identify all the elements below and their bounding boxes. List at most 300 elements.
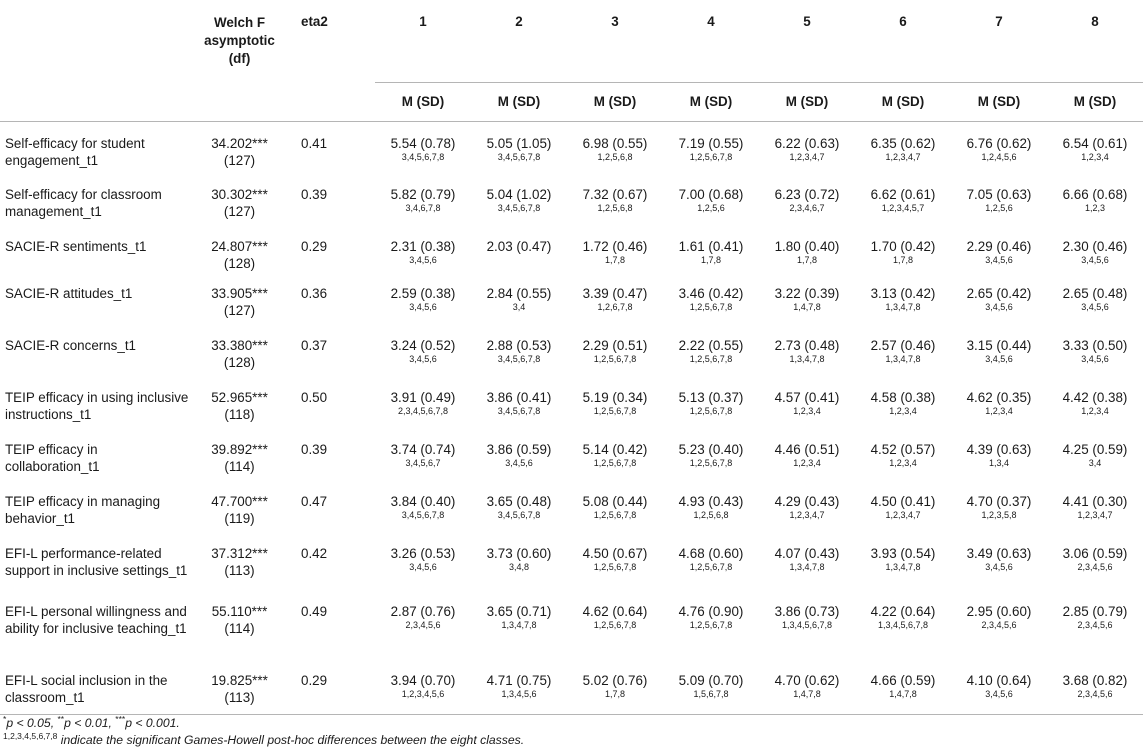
posthoc-superscript: 1,2,3,4,7	[789, 151, 825, 162]
subheader-blank	[0, 82, 196, 121]
mean-sd-value: 3.93 (0.54)	[870, 546, 936, 561]
class-cell	[375, 532, 471, 590]
class-cell	[759, 324, 855, 376]
class-cell	[567, 173, 663, 225]
mean-sd-value: 5.04 (1.02)	[486, 187, 552, 202]
posthoc-superscript: 1,3,4,7,8	[501, 620, 537, 630]
class-cell	[855, 121, 951, 173]
welch-f-value: 37.312***	[211, 546, 268, 561]
mean-sd-value: 7.00 (0.68)	[678, 187, 744, 202]
subheader-msd: M (SD)	[471, 82, 567, 121]
posthoc-superscript: 1,3,4,5,6,7,8	[877, 620, 929, 630]
mean-sd-value: 3.74 (0.74)	[390, 442, 456, 457]
class-cell	[759, 121, 855, 173]
table-row	[0, 173, 1143, 225]
class-cell	[855, 272, 951, 324]
subheader-msd: M (SD)	[951, 82, 1047, 121]
mean-sd-value: 3.68 (0.82)	[1062, 673, 1128, 688]
class-cell	[375, 225, 471, 272]
posthoc-superscript: 1,7,8	[604, 255, 626, 265]
note-p05: p < 0.05,	[6, 716, 55, 730]
eta2-value: 0.37	[301, 338, 328, 353]
posthoc-superscript: 1,5,6,7,8	[693, 689, 729, 699]
eta2-value: 0.29	[283, 659, 375, 714]
welch-f-value: 19.825***	[211, 673, 268, 688]
class-cell	[663, 376, 759, 428]
posthoc-superscript: 1,2,3,4	[889, 458, 917, 468]
class-cell	[375, 590, 471, 659]
df-value: (113)	[224, 690, 255, 705]
posthoc-superscript: 1,2,5,6,8	[693, 510, 729, 520]
class-cell	[471, 173, 567, 225]
class-cell	[471, 225, 567, 272]
posthoc-superscript: 1,2,5,6	[985, 203, 1013, 213]
class-cell	[663, 324, 759, 376]
posthoc-superscript: 1,2,5,6	[697, 203, 725, 213]
posthoc-superscript: 3,4,5,6,7,8	[497, 354, 541, 364]
posthoc-superscript: 1,2,3	[1084, 203, 1106, 213]
mean-sd-value: 5.02 (0.76)	[582, 673, 648, 688]
class-cell	[855, 324, 951, 376]
mean-sd-value: 4.52 (0.57)	[870, 442, 936, 457]
posthoc-superscript: 2,3,4,5,6	[1077, 562, 1113, 572]
posthoc-superscript: 1,2,5,6,7,8	[593, 562, 637, 572]
class-cell	[855, 376, 951, 428]
mean-sd-value: 3.24 (0.52)	[390, 338, 456, 353]
welch-f-cell	[196, 272, 283, 324]
class-cell	[951, 173, 1047, 225]
header-class: 3	[567, 0, 663, 82]
table-notes	[3, 715, 524, 749]
posthoc-superscript: 1,2,3,4	[985, 406, 1013, 416]
subheader-msd: M (SD)	[759, 82, 855, 121]
class-cell	[855, 173, 951, 225]
mean-sd-value: 6.23 (0.72)	[774, 187, 840, 202]
mean-sd-value: 1.70 (0.42)	[870, 239, 936, 254]
posthoc-superscript: 2,3,4,5,6	[981, 620, 1017, 630]
mean-sd-value: 4.71 (0.75)	[486, 673, 552, 688]
posthoc-superscript: 1,3,4,5,6	[501, 689, 537, 699]
header-class: 5	[759, 0, 855, 82]
df-value: (119)	[224, 511, 255, 526]
posthoc-superscript: 1,2,5,6,7,8	[689, 562, 733, 572]
header-welch-line: Welch F	[213, 15, 266, 30]
posthoc-superscript: 3,4,6,7,8	[405, 203, 441, 213]
class-cell	[759, 225, 855, 272]
class-cell	[1047, 324, 1143, 376]
posthoc-superscript: 3,4,5,6	[985, 302, 1013, 312]
posthoc-superscript: 3,4,5,6	[409, 562, 437, 572]
class-cell	[567, 376, 663, 428]
row-label: EFI-L personal willingness and ability for inclusive teaching_t1	[5, 604, 187, 636]
mean-sd-value: 1.72 (0.46)	[582, 239, 648, 254]
table-body	[0, 121, 1143, 714]
mean-sd-value: 3.26 (0.53)	[390, 546, 456, 561]
mean-sd-value: 5.08 (0.44)	[582, 494, 648, 509]
posthoc-superscript: 1,3,4,7,8	[789, 354, 825, 364]
eta2-value: 0.29	[301, 239, 328, 254]
mean-sd-value: 2.22 (0.55)	[678, 338, 744, 353]
posthoc-superscript: 2,3,4,5,6	[1077, 689, 1113, 699]
posthoc-superscript: 1,3,4	[988, 458, 1010, 468]
welch-f-cell	[196, 532, 283, 590]
mean-sd-value: 4.39 (0.63)	[966, 442, 1032, 457]
table-row	[0, 428, 1143, 480]
posthoc-superscript: 1,7,8	[796, 255, 818, 265]
class-cell	[375, 324, 471, 376]
class-cell	[951, 428, 1047, 480]
df-value: (114)	[224, 621, 255, 636]
welch-f-value: 30.302***	[211, 187, 268, 202]
df-value: (114)	[224, 459, 255, 474]
subheader-msd: M (SD)	[1047, 82, 1143, 121]
class-cell	[663, 173, 759, 225]
class-cell	[1047, 659, 1143, 714]
df-value: (113)	[224, 563, 255, 578]
class-cell	[567, 590, 663, 659]
posthoc-superscript: 1,2,5,6,7,8	[593, 354, 637, 364]
mean-sd-value: 5.09 (0.70)	[678, 673, 744, 688]
header-welch-line: (df)	[228, 51, 251, 66]
mean-sd-value: 2.73 (0.48)	[774, 338, 840, 353]
welch-f-value: 55.110***	[211, 604, 268, 619]
class-cell	[375, 428, 471, 480]
mean-sd-value: 6.62 (0.61)	[870, 187, 936, 202]
welch-f-cell	[196, 480, 283, 532]
class-cell	[951, 121, 1047, 173]
mean-sd-value: 4.25 (0.59)	[1062, 442, 1128, 457]
posthoc-superscript: 1,3,4,7,8	[885, 302, 921, 312]
eta2-value: 0.39	[301, 187, 328, 202]
mean-sd-value: 7.19 (0.55)	[678, 135, 744, 151]
welch-f-value: 52.965***	[211, 390, 268, 405]
class-cell	[759, 480, 855, 532]
class-cell	[951, 590, 1047, 659]
class-cell	[1047, 225, 1143, 272]
class-cell	[1047, 173, 1143, 225]
mean-sd-value: 6.54 (0.61)	[1062, 135, 1128, 151]
posthoc-superscript: 3,4,5,6	[985, 562, 1013, 572]
class-cell	[567, 121, 663, 173]
welch-f-value: 24.807***	[211, 239, 268, 254]
welch-f-cell	[196, 659, 283, 714]
posthoc-superscript: 2,3,4,6,7	[789, 203, 825, 213]
mean-sd-value: 1.61 (0.41)	[678, 239, 744, 254]
class-cell	[663, 121, 759, 173]
class-cell	[567, 225, 663, 272]
note-sig-superscript: 1,2,3,4,5,6,7,8	[3, 730, 58, 741]
mean-sd-value: 4.57 (0.41)	[774, 390, 840, 405]
posthoc-superscript: 3,4,5,6,7	[405, 458, 441, 468]
class-cell	[759, 376, 855, 428]
mean-sd-value: 2.88 (0.53)	[486, 338, 552, 353]
table-row	[0, 376, 1143, 428]
class-cell	[375, 121, 471, 173]
welch-f-cell	[196, 324, 283, 376]
class-cell	[471, 428, 567, 480]
posthoc-superscript: 1,2,5,6,7,8	[593, 510, 637, 520]
mean-sd-value: 3.86 (0.59)	[486, 442, 552, 457]
posthoc-superscript: 1,2,3,4	[1081, 151, 1109, 162]
mean-sd-value: 4.76 (0.90)	[678, 604, 744, 619]
mean-sd-value: 4.62 (0.64)	[582, 604, 648, 619]
posthoc-superscript: 1,2,3,4	[793, 458, 821, 468]
mean-sd-value: 3.86 (0.41)	[486, 390, 552, 405]
note-p01: p < 0.01,	[64, 716, 112, 730]
mean-sd-value: 4.42 (0.38)	[1062, 390, 1128, 405]
mean-sd-value: 6.22 (0.63)	[774, 135, 840, 151]
class-cell	[1047, 428, 1143, 480]
eta2-value: 0.49	[301, 604, 328, 619]
mean-sd-value: 4.07 (0.43)	[774, 546, 840, 561]
welch-f-cell	[196, 376, 283, 428]
mean-sd-value: 4.58 (0.38)	[870, 390, 936, 405]
posthoc-superscript: 1,2,5,6,7,8	[593, 406, 637, 416]
class-cell	[567, 272, 663, 324]
df-value: (118)	[224, 407, 255, 422]
posthoc-superscript: 1,2,6,7,8	[597, 302, 633, 312]
welch-f-value: 33.380***	[211, 338, 268, 353]
df-value: (128)	[223, 256, 256, 271]
class-cell	[951, 376, 1047, 428]
mean-sd-value: 3.91 (0.49)	[390, 390, 456, 405]
posthoc-superscript: 1,2,3,4,7	[1077, 510, 1113, 520]
mean-sd-value: 2.87 (0.76)	[390, 604, 456, 619]
class-cell	[375, 173, 471, 225]
class-cell	[471, 532, 567, 590]
row-label: Self-efficacy for student engagement_t1	[5, 135, 145, 168]
row-label: TEIP efficacy in using inclusive instructions_t1	[5, 390, 189, 422]
posthoc-superscript: 3,4,5,6	[1081, 302, 1109, 312]
welch-f-cell	[196, 590, 283, 659]
class-cell	[951, 324, 1047, 376]
class-cell	[663, 272, 759, 324]
mean-sd-value: 3.84 (0.40)	[390, 494, 456, 509]
mean-sd-value: 4.62 (0.35)	[966, 390, 1032, 405]
class-cell	[855, 225, 951, 272]
posthoc-superscript: 3,4,5,6	[409, 302, 437, 312]
header-class: 7	[951, 0, 1047, 82]
welch-f-value: 47.700***	[211, 494, 268, 509]
class-cell	[663, 480, 759, 532]
eta2-value: 0.41	[301, 135, 328, 151]
row-label: EFI-L social inclusion in the classroom_t1	[0, 659, 196, 714]
subheader-msd: M (SD)	[663, 82, 759, 121]
posthoc-superscript: 1,2,3,4,7	[885, 151, 921, 162]
class-cell	[471, 121, 567, 173]
header-eta: eta2	[301, 14, 328, 29]
eta2-value: 0.50	[301, 390, 328, 405]
mean-sd-value: 2.57 (0.46)	[870, 338, 936, 353]
posthoc-superscript: 3,4,5,6,7,8	[497, 203, 541, 213]
subheader-row	[0, 82, 1143, 121]
df-value: (127)	[223, 152, 256, 168]
mean-sd-value: 3.22 (0.39)	[774, 286, 840, 301]
mean-sd-value: 4.41 (0.30)	[1062, 494, 1128, 509]
class-cell	[1047, 376, 1143, 428]
posthoc-superscript: 1,4,7,8	[889, 689, 917, 699]
mean-sd-value: 2.59 (0.38)	[390, 286, 456, 301]
posthoc-superscript: 1,3,4,7,8	[789, 562, 825, 572]
class-cell	[663, 590, 759, 659]
posthoc-superscript: 3,4,5,6	[409, 354, 437, 364]
class-cell	[375, 659, 471, 714]
class-cell	[375, 480, 471, 532]
class-cell	[567, 659, 663, 714]
class-cell	[375, 376, 471, 428]
mean-sd-value: 3.46 (0.42)	[678, 286, 744, 301]
mean-sd-value: 3.73 (0.60)	[486, 546, 552, 561]
mean-sd-value: 7.32 (0.67)	[582, 187, 648, 202]
class-cell	[567, 532, 663, 590]
welch-f-value: 33.905***	[211, 286, 268, 301]
posthoc-superscript: 2,3,4,5,6	[1077, 620, 1113, 630]
mean-sd-value: 1.80 (0.40)	[774, 239, 840, 254]
mean-sd-value: 7.05 (0.63)	[966, 187, 1032, 202]
df-value: (127)	[223, 303, 256, 318]
mean-sd-value: 4.66 (0.59)	[870, 673, 936, 688]
posthoc-superscript: 1,2,5,6,8	[597, 203, 633, 213]
posthoc-superscript: 1,2,5,6,7,8	[593, 620, 637, 630]
mean-sd-value: 3.06 (0.59)	[1062, 546, 1128, 561]
posthoc-superscript: 3,4,5,6	[1081, 255, 1109, 265]
posthoc-superscript: 1,4,7,8	[793, 302, 821, 312]
class-cell	[759, 428, 855, 480]
class-cell	[471, 272, 567, 324]
header-class: 8	[1047, 0, 1143, 82]
posthoc-superscript: 1,2,5,6,7,8	[689, 620, 733, 630]
table-row	[0, 659, 1143, 714]
posthoc-superscript: 3,4,5,6	[1081, 354, 1109, 364]
class-cell	[471, 376, 567, 428]
mean-sd-value: 4.50 (0.41)	[870, 494, 936, 509]
mean-sd-value: 3.86 (0.73)	[774, 604, 840, 619]
posthoc-superscript: 3,4,5,6	[985, 689, 1013, 699]
eta2-value: 0.47	[301, 494, 328, 509]
posthoc-superscript: 1,2,4,5,6	[981, 151, 1017, 162]
posthoc-superscript: 1,7,8	[700, 255, 722, 265]
mean-sd-value: 2.03 (0.47)	[486, 239, 552, 254]
class-cell	[759, 590, 855, 659]
mean-sd-value: 4.29 (0.43)	[774, 494, 840, 509]
table-row	[0, 121, 1143, 173]
table-row	[0, 272, 1143, 324]
row-label: SACIE-R concerns_t1	[5, 338, 136, 353]
row-label: EFI-L performance-related support in inclusive settings_t1	[5, 546, 188, 578]
class-cell	[663, 532, 759, 590]
posthoc-superscript: 1,2,3,4	[793, 406, 821, 416]
posthoc-superscript: 2,3,4,5,6	[405, 620, 441, 630]
class-cell	[375, 272, 471, 324]
header-row	[0, 0, 1143, 82]
posthoc-superscript: 3,4	[512, 302, 526, 312]
posthoc-superscript: 3,4,5,6	[409, 255, 437, 265]
header-welch	[196, 0, 283, 82]
class-cell	[663, 225, 759, 272]
row-label: TEIP efficacy in managing behavior_t1	[5, 494, 161, 526]
class-cell	[855, 659, 951, 714]
class-cell	[663, 428, 759, 480]
mean-sd-value: 4.46 (0.51)	[774, 442, 840, 457]
mean-sd-value: 2.95 (0.60)	[966, 604, 1032, 619]
mean-sd-value: 5.14 (0.42)	[582, 442, 648, 457]
posthoc-superscript: 1,2,5,6,7,8	[689, 458, 733, 468]
posthoc-superscript: 1,7,8	[604, 689, 626, 699]
class-cell	[663, 659, 759, 714]
posthoc-superscript: 1,2,3,4,7	[789, 510, 825, 520]
mean-sd-value: 2.29 (0.46)	[966, 239, 1032, 254]
posthoc-superscript: 3,4,5,6	[505, 458, 533, 468]
posthoc-superscript: 3,4,5,6	[985, 255, 1013, 265]
posthoc-superscript: 1,2,3,4,5,7	[881, 203, 925, 213]
table-row	[0, 532, 1143, 590]
mean-sd-value: 3.39 (0.47)	[582, 286, 648, 301]
posthoc-superscript: 3,4	[1088, 458, 1102, 468]
welch-f-value: 39.892***	[211, 442, 268, 457]
significance-note	[3, 732, 524, 749]
class-cell	[759, 532, 855, 590]
posthoc-superscript: 3,4,5,6	[985, 354, 1013, 364]
class-cell	[1047, 121, 1143, 173]
posthoc-superscript: 3,4,5,6,7,8	[401, 510, 445, 520]
mean-sd-value: 3.65 (0.48)	[486, 494, 552, 509]
mean-sd-value: 6.35 (0.62)	[870, 135, 936, 151]
mean-sd-value: 6.76 (0.62)	[966, 135, 1032, 151]
posthoc-superscript: 1,2,3,4	[1081, 406, 1109, 416]
class-cell	[855, 590, 951, 659]
df-value: (127)	[223, 204, 256, 219]
class-cell	[567, 480, 663, 532]
welch-f-cell	[196, 173, 283, 225]
class-cell	[855, 532, 951, 590]
posthoc-superscript: 1,2,3,5,8	[981, 510, 1017, 520]
class-cell	[567, 324, 663, 376]
posthoc-superscript: 1,2,5,6,7,8	[689, 302, 733, 312]
mean-sd-value: 5.13 (0.37)	[678, 390, 744, 405]
mean-sd-value: 4.70 (0.37)	[966, 494, 1032, 509]
class-cell	[471, 590, 567, 659]
mean-sd-value: 6.66 (0.68)	[1062, 187, 1128, 202]
posthoc-superscript: 3,4,5,6,7,8	[401, 151, 445, 162]
p-value-note: *p < 0.05, **p < 0.01, ***p < 0.001.	[3, 713, 180, 730]
mean-sd-value: 2.29 (0.51)	[582, 338, 648, 353]
mean-sd-value: 5.82 (0.79)	[390, 187, 456, 202]
class-cell	[759, 173, 855, 225]
mean-sd-value: 5.19 (0.34)	[582, 390, 648, 405]
posthoc-superscript: 1,3,4,7,8	[885, 562, 921, 572]
mean-sd-value: 4.50 (0.67)	[582, 546, 648, 561]
mean-sd-value: 2.65 (0.42)	[966, 286, 1032, 301]
mean-sd-value: 3.65 (0.71)	[486, 604, 552, 619]
table-row	[0, 225, 1143, 272]
mean-sd-value: 3.94 (0.70)	[390, 673, 456, 688]
header-class: 4	[663, 0, 759, 82]
class-cell	[951, 659, 1047, 714]
mean-sd-value: 3.33 (0.50)	[1062, 338, 1128, 353]
posthoc-superscript: 1,2,5,6,7,8	[593, 458, 637, 468]
class-cell	[1047, 590, 1143, 659]
mean-sd-value: 5.54 (0.78)	[390, 135, 456, 151]
class-cell	[759, 272, 855, 324]
class-cell	[567, 428, 663, 480]
posthoc-superscript: 3,4,5,6,7,8	[497, 406, 541, 416]
mean-sd-value: 4.68 (0.60)	[678, 546, 744, 561]
class-cell	[471, 480, 567, 532]
class-cell	[951, 532, 1047, 590]
header-class: 2	[471, 0, 567, 82]
subheader-msd: M (SD)	[855, 82, 951, 121]
posthoc-superscript: 2,3,4,5,6,7,8	[397, 406, 449, 416]
